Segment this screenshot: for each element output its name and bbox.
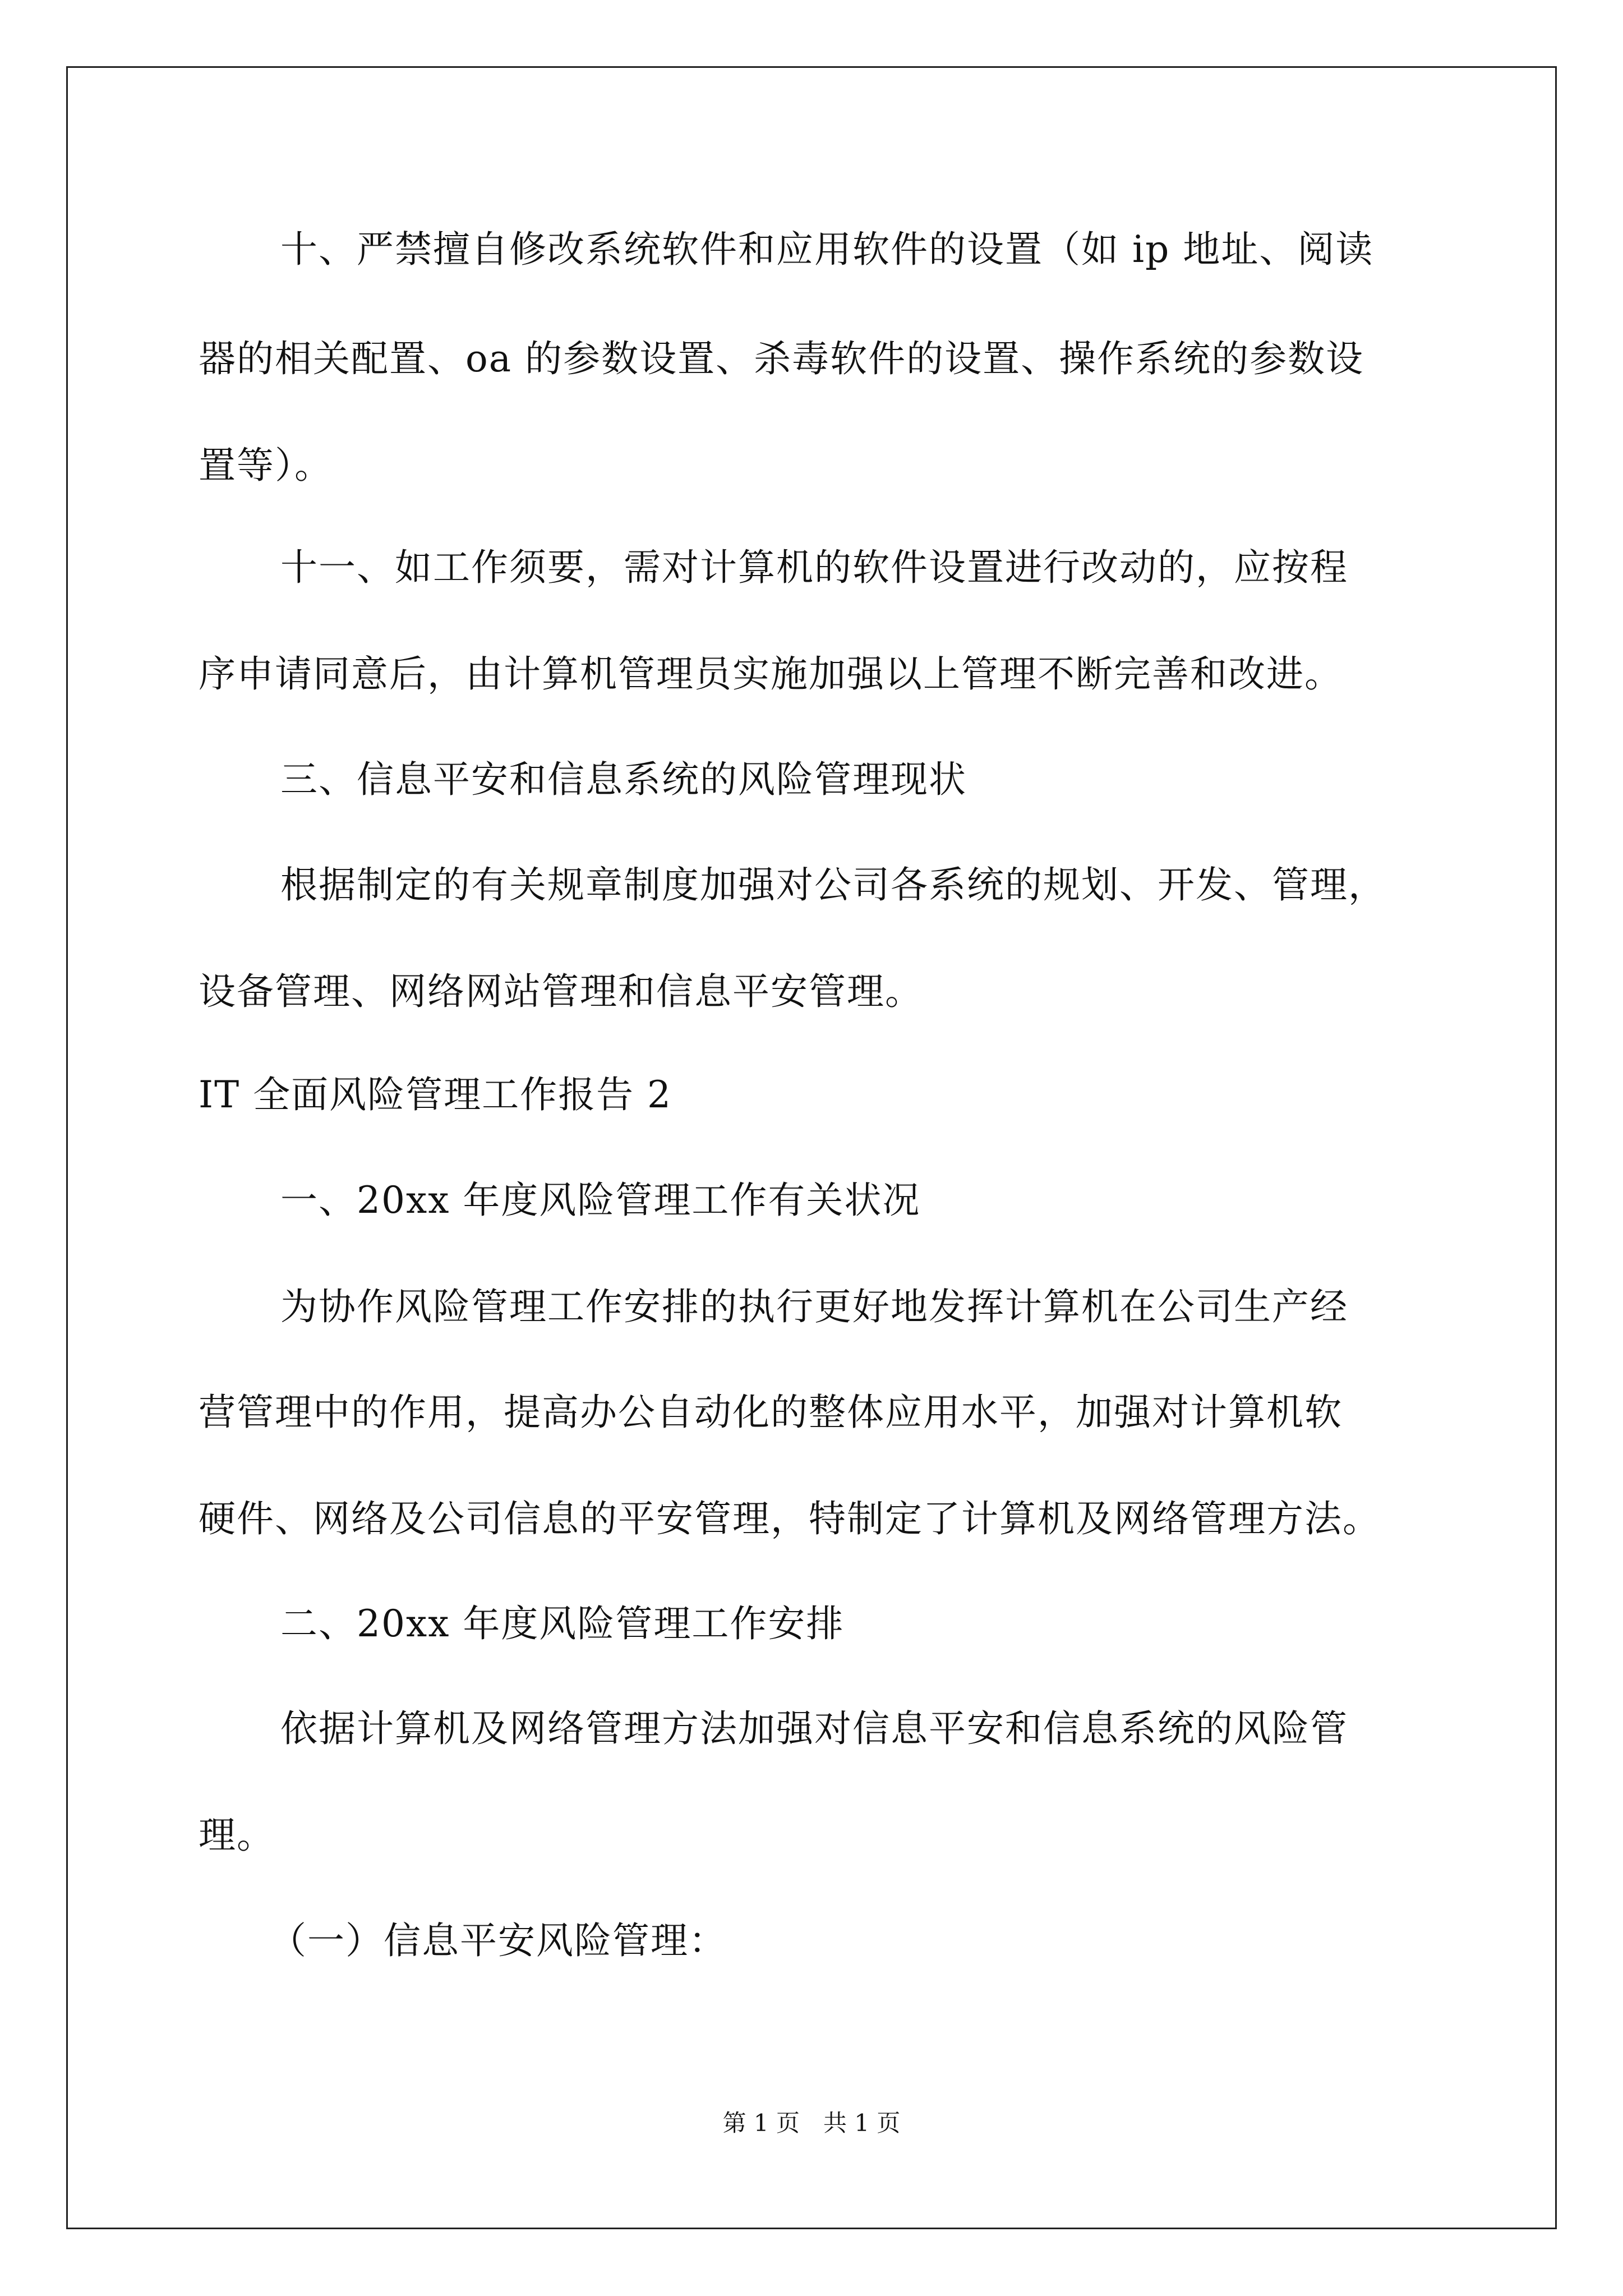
paragraph-line: 十一、如工作须要，需对计算机的软件设置进行改动的，应按程: [280, 546, 1348, 589]
section-heading: 一、20xx 年度风险管理工作有关状况: [280, 1179, 921, 1222]
paragraph-line: 为协作风险管理工作安排的执行更好地发挥计算机在公司生产经: [280, 1285, 1348, 1328]
subsection-heading: （一）信息平安风险管理：: [269, 1919, 727, 1962]
paragraph-line: 十、严禁擅自修改系统软件和应用软件的设置（如 ip 地址、阅读: [280, 228, 1374, 271]
paragraph-line: 置等）。: [199, 444, 333, 487]
page-footer: 第 1 页 共 1 页: [722, 2109, 901, 2137]
paragraph-line: 根据制定的有关规章制度加强对公司各系统的规划、开发、管理，: [280, 863, 1386, 907]
paragraph-line: 理。: [199, 1814, 275, 1857]
section-heading: 二、20xx 年度风险管理工作安排: [280, 1602, 845, 1645]
paragraph-line: 序申请同意后，由计算机管理员实施加强以上管理不断完善和改进。: [199, 652, 1343, 696]
report-title: IT 全面风险管理工作报告 2: [199, 1073, 672, 1116]
paragraph-line: 营管理中的作用，提高办公自动化的整体应用水平，加强对计算机软: [199, 1391, 1343, 1434]
paragraph-line: 器的相关配置、oa 的参数设置、杀毒软件的设置、操作系统的参数设: [199, 337, 1364, 380]
section-heading: 三、信息平安和信息系统的风险管理现状: [280, 758, 967, 801]
paragraph-line: 依据计算机及网络管理方法加强对信息平安和信息系统的风险管: [280, 1707, 1348, 1750]
paragraph-line: 硬件、网络及公司信息的平安管理，特制定了计算机及网络管理方法。: [199, 1497, 1381, 1540]
paragraph-line: 设备管理、网络网站管理和信息平安管理。: [199, 970, 923, 1013]
page-border: [66, 66, 1557, 2229]
